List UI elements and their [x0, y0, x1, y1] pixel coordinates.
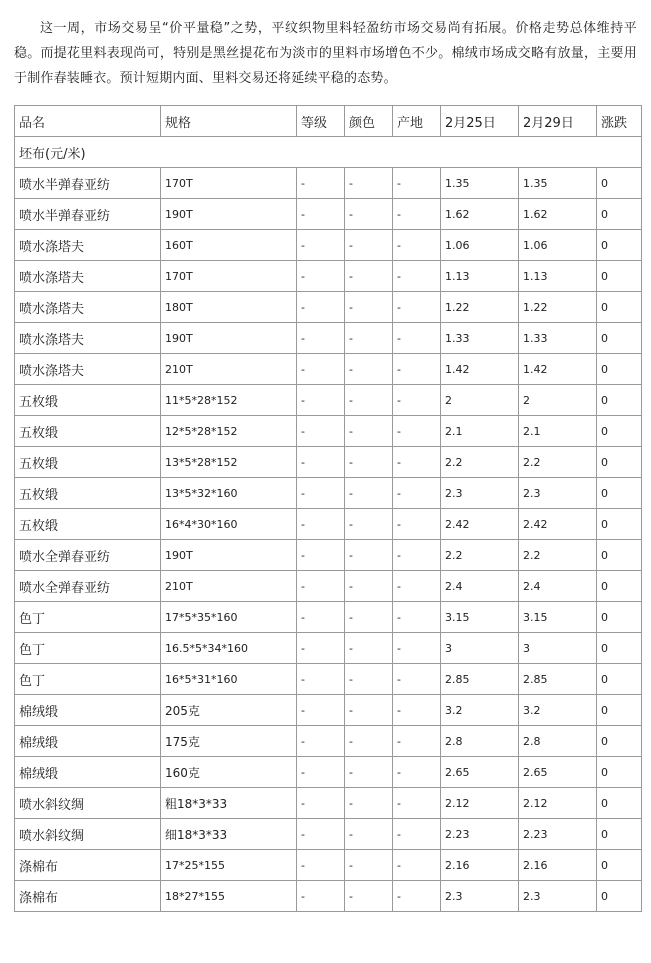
- cell-origin: -: [393, 354, 441, 385]
- header-name: 品名: [15, 106, 161, 137]
- cell-change: 0: [597, 819, 642, 850]
- cell-color: -: [345, 509, 393, 540]
- table-row: [15, 416, 642, 447]
- header-date-2: 2月29日: [519, 106, 597, 137]
- cell-color: -: [345, 385, 393, 416]
- cell-spec: 16*4*30*160: [161, 509, 297, 540]
- cell-name: 色丁: [15, 602, 161, 633]
- cell-color: -: [345, 354, 393, 385]
- cell-grade: -: [297, 447, 345, 478]
- cell-spec: 160克: [161, 757, 297, 788]
- cell-price-feb29: 1.62: [519, 199, 597, 230]
- table-body: [15, 137, 642, 912]
- cell-origin: -: [393, 757, 441, 788]
- price-table: [14, 105, 642, 912]
- cell-grade: -: [297, 509, 345, 540]
- cell-color: -: [345, 416, 393, 447]
- cell-origin: -: [393, 726, 441, 757]
- cell-origin: -: [393, 788, 441, 819]
- table-row: [15, 540, 642, 571]
- cell-price-feb29: 2.16: [519, 850, 597, 881]
- table-row: [15, 199, 642, 230]
- cell-price-feb25: 1.62: [441, 199, 519, 230]
- cell-grade: -: [297, 199, 345, 230]
- cell-grade: -: [297, 416, 345, 447]
- cell-spec: 210T: [161, 571, 297, 602]
- cell-grade: -: [297, 633, 345, 664]
- cell-name: 喷水涤塔夫: [15, 230, 161, 261]
- cell-spec: 粗18*3*33: [161, 788, 297, 819]
- cell-change: 0: [597, 416, 642, 447]
- cell-price-feb25: 2.12: [441, 788, 519, 819]
- cell-color: -: [345, 788, 393, 819]
- cell-color: -: [345, 540, 393, 571]
- cell-name: 涤棉布: [15, 850, 161, 881]
- cell-color: -: [345, 230, 393, 261]
- cell-color: -: [345, 478, 393, 509]
- cell-price-feb29: 2: [519, 385, 597, 416]
- cell-spec: 180T: [161, 292, 297, 323]
- cell-name: 棉绒缎: [15, 726, 161, 757]
- table-row: [15, 168, 642, 199]
- header-spec: 规格: [161, 106, 297, 137]
- cell-change: 0: [597, 354, 642, 385]
- cell-price-feb29: 1.42: [519, 354, 597, 385]
- cell-spec: 18*27*155: [161, 881, 297, 912]
- cell-name: 棉绒缎: [15, 757, 161, 788]
- cell-grade: -: [297, 571, 345, 602]
- cell-name: 喷水半弹春亚纺: [15, 199, 161, 230]
- cell-price-feb29: 2.2: [519, 540, 597, 571]
- table-row: [15, 447, 642, 478]
- cell-spec: 170T: [161, 168, 297, 199]
- cell-color: -: [345, 819, 393, 850]
- table-row: [15, 230, 642, 261]
- cell-price-feb29: 3.2: [519, 695, 597, 726]
- cell-spec: 13*5*28*152: [161, 447, 297, 478]
- table-row: [15, 850, 642, 881]
- cell-grade: -: [297, 540, 345, 571]
- cell-price-feb29: 1.13: [519, 261, 597, 292]
- cell-price-feb29: 2.42: [519, 509, 597, 540]
- cell-spec: 12*5*28*152: [161, 416, 297, 447]
- cell-origin: -: [393, 478, 441, 509]
- header-change: 涨跌: [597, 106, 642, 137]
- cell-change: 0: [597, 695, 642, 726]
- cell-price-feb29: 2.23: [519, 819, 597, 850]
- cell-change: 0: [597, 602, 642, 633]
- cell-price-feb25: 1.06: [441, 230, 519, 261]
- cell-origin: -: [393, 819, 441, 850]
- cell-origin: -: [393, 633, 441, 664]
- cell-change: 0: [597, 571, 642, 602]
- table-row: [15, 385, 642, 416]
- cell-grade: -: [297, 230, 345, 261]
- header-color: 颜色: [345, 106, 393, 137]
- cell-spec: 11*5*28*152: [161, 385, 297, 416]
- cell-name: 喷水斜纹绸: [15, 819, 161, 850]
- cell-origin: -: [393, 509, 441, 540]
- cell-grade: -: [297, 881, 345, 912]
- cell-change: 0: [597, 633, 642, 664]
- cell-origin: -: [393, 695, 441, 726]
- cell-price-feb25: 3.15: [441, 602, 519, 633]
- cell-price-feb25: 2.65: [441, 757, 519, 788]
- cell-price-feb25: 1.22: [441, 292, 519, 323]
- cell-grade: -: [297, 602, 345, 633]
- cell-color: -: [345, 261, 393, 292]
- cell-name: 喷水涤塔夫: [15, 261, 161, 292]
- header-origin: 产地: [393, 106, 441, 137]
- cell-name: 色丁: [15, 664, 161, 695]
- cell-price-feb29: 1.35: [519, 168, 597, 199]
- cell-grade: -: [297, 695, 345, 726]
- cell-price-feb29: 3: [519, 633, 597, 664]
- cell-color: -: [345, 695, 393, 726]
- cell-grade: -: [297, 664, 345, 695]
- intro-paragraph: 这一周，市场交易呈“价平量稳”之势，平纹织物里料轻盈纺市场交易尚有拓展。价格走势总体维持平稳。而提花里料表现尚可，特别是黑丝提花布为淡市的里料市场增色不少。棉绒市场成交略有放量，主要用于制作春装睡衣。预计短期内面、里料交易还将延续平稳的态势。: [14, 21, 637, 86]
- cell-price-feb29: 2.12: [519, 788, 597, 819]
- table-row: [15, 757, 642, 788]
- cell-origin: -: [393, 199, 441, 230]
- cell-price-feb29: 2.1: [519, 416, 597, 447]
- cell-grade: -: [297, 168, 345, 199]
- cell-color: -: [345, 881, 393, 912]
- table-row: [15, 509, 642, 540]
- cell-spec: 190T: [161, 540, 297, 571]
- cell-name: 五枚缎: [15, 478, 161, 509]
- section-label: 坯布(元/米): [15, 137, 642, 168]
- cell-spec: 17*25*155: [161, 850, 297, 881]
- cell-price-feb29: 1.22: [519, 292, 597, 323]
- cell-origin: -: [393, 447, 441, 478]
- cell-color: -: [345, 726, 393, 757]
- cell-origin: -: [393, 168, 441, 199]
- cell-price-feb25: 2.2: [441, 447, 519, 478]
- cell-color: -: [345, 664, 393, 695]
- cell-price-feb25: 2.85: [441, 664, 519, 695]
- cell-grade: -: [297, 850, 345, 881]
- cell-name: 五枚缎: [15, 385, 161, 416]
- cell-color: -: [345, 199, 393, 230]
- cell-change: 0: [597, 261, 642, 292]
- cell-price-feb29: 3.15: [519, 602, 597, 633]
- cell-name: 五枚缎: [15, 416, 161, 447]
- cell-origin: -: [393, 602, 441, 633]
- cell-grade: -: [297, 385, 345, 416]
- cell-change: 0: [597, 788, 642, 819]
- cell-color: -: [345, 757, 393, 788]
- table-row: [15, 292, 642, 323]
- cell-price-feb25: 3: [441, 633, 519, 664]
- cell-color: -: [345, 292, 393, 323]
- cell-spec: 17*5*35*160: [161, 602, 297, 633]
- cell-grade: -: [297, 788, 345, 819]
- table-row: [15, 695, 642, 726]
- section-row: [15, 137, 642, 168]
- cell-spec: 细18*3*33: [161, 819, 297, 850]
- cell-change: 0: [597, 447, 642, 478]
- cell-color: -: [345, 633, 393, 664]
- cell-origin: -: [393, 881, 441, 912]
- cell-change: 0: [597, 540, 642, 571]
- cell-grade: -: [297, 726, 345, 757]
- cell-color: -: [345, 602, 393, 633]
- cell-grade: -: [297, 292, 345, 323]
- cell-change: 0: [597, 726, 642, 757]
- cell-price-feb25: 1.33: [441, 323, 519, 354]
- cell-name: 棉绒缎: [15, 695, 161, 726]
- table-row: [15, 819, 642, 850]
- cell-spec: 16*5*31*160: [161, 664, 297, 695]
- cell-price-feb25: 1.35: [441, 168, 519, 199]
- cell-price-feb29: 1.33: [519, 323, 597, 354]
- cell-price-feb25: 2.42: [441, 509, 519, 540]
- table-header-row: [15, 106, 642, 137]
- cell-grade: -: [297, 478, 345, 509]
- cell-name: 喷水斜纹绸: [15, 788, 161, 819]
- table-row: [15, 354, 642, 385]
- cell-origin: -: [393, 571, 441, 602]
- cell-grade: -: [297, 354, 345, 385]
- cell-change: 0: [597, 323, 642, 354]
- cell-name: 喷水涤塔夫: [15, 323, 161, 354]
- cell-color: -: [345, 168, 393, 199]
- cell-name: 涤棉布: [15, 881, 161, 912]
- cell-name: 五枚缎: [15, 447, 161, 478]
- cell-spec: 205克: [161, 695, 297, 726]
- cell-price-feb29: 2.8: [519, 726, 597, 757]
- cell-origin: -: [393, 664, 441, 695]
- cell-change: 0: [597, 881, 642, 912]
- cell-grade: -: [297, 757, 345, 788]
- table-row: [15, 602, 642, 633]
- cell-color: -: [345, 571, 393, 602]
- cell-origin: -: [393, 292, 441, 323]
- cell-spec: 160T: [161, 230, 297, 261]
- cell-price-feb29: 2.85: [519, 664, 597, 695]
- cell-color: -: [345, 850, 393, 881]
- cell-change: 0: [597, 850, 642, 881]
- cell-price-feb29: 2.4: [519, 571, 597, 602]
- table-row: [15, 323, 642, 354]
- cell-change: 0: [597, 478, 642, 509]
- cell-price-feb25: 1.42: [441, 354, 519, 385]
- cell-price-feb25: 2.1: [441, 416, 519, 447]
- table-row: [15, 726, 642, 757]
- cell-origin: -: [393, 385, 441, 416]
- cell-price-feb25: 1.13: [441, 261, 519, 292]
- cell-price-feb25: 2.16: [441, 850, 519, 881]
- table-row: [15, 788, 642, 819]
- cell-name: 喷水涤塔夫: [15, 292, 161, 323]
- table-row: [15, 633, 642, 664]
- cell-change: 0: [597, 757, 642, 788]
- cell-spec: 16.5*5*34*160: [161, 633, 297, 664]
- header-date-1: 2月25日: [441, 106, 519, 137]
- table-row: [15, 881, 642, 912]
- cell-price-feb29: 2.65: [519, 757, 597, 788]
- cell-change: 0: [597, 168, 642, 199]
- cell-origin: -: [393, 540, 441, 571]
- cell-price-feb25: 2.3: [441, 478, 519, 509]
- cell-origin: -: [393, 261, 441, 292]
- cell-color: -: [345, 323, 393, 354]
- cell-name: 色丁: [15, 633, 161, 664]
- table-row: [15, 664, 642, 695]
- cell-change: 0: [597, 385, 642, 416]
- cell-price-feb29: 2.3: [519, 478, 597, 509]
- cell-price-feb25: 2.3: [441, 881, 519, 912]
- cell-spec: 170T: [161, 261, 297, 292]
- cell-price-feb29: 2.3: [519, 881, 597, 912]
- cell-origin: -: [393, 416, 441, 447]
- cell-name: 喷水全弹春亚纺: [15, 540, 161, 571]
- table-row: [15, 571, 642, 602]
- cell-color: -: [345, 447, 393, 478]
- cell-price-feb25: 2.23: [441, 819, 519, 850]
- cell-price-feb25: 2.2: [441, 540, 519, 571]
- cell-spec: 190T: [161, 323, 297, 354]
- cell-change: 0: [597, 230, 642, 261]
- cell-price-feb25: 3.2: [441, 695, 519, 726]
- cell-name: 喷水全弹春亚纺: [15, 571, 161, 602]
- cell-name: 五枚缎: [15, 509, 161, 540]
- table-row: [15, 261, 642, 292]
- cell-name: 喷水半弹春亚纺: [15, 168, 161, 199]
- cell-change: 0: [597, 292, 642, 323]
- cell-grade: -: [297, 261, 345, 292]
- cell-name: 喷水涤塔夫: [15, 354, 161, 385]
- cell-spec: 13*5*32*160: [161, 478, 297, 509]
- cell-origin: -: [393, 850, 441, 881]
- cell-price-feb25: 2: [441, 385, 519, 416]
- cell-change: 0: [597, 199, 642, 230]
- header-grade: 等级: [297, 106, 345, 137]
- cell-grade: -: [297, 819, 345, 850]
- table-row: [15, 478, 642, 509]
- cell-spec: 175克: [161, 726, 297, 757]
- cell-price-feb25: 2.4: [441, 571, 519, 602]
- cell-origin: -: [393, 230, 441, 261]
- cell-price-feb29: 1.06: [519, 230, 597, 261]
- cell-grade: -: [297, 323, 345, 354]
- cell-price-feb25: 2.8: [441, 726, 519, 757]
- cell-change: 0: [597, 509, 642, 540]
- cell-change: 0: [597, 664, 642, 695]
- cell-spec: 190T: [161, 199, 297, 230]
- cell-price-feb29: 2.2: [519, 447, 597, 478]
- cell-spec: 210T: [161, 354, 297, 385]
- cell-origin: -: [393, 323, 441, 354]
